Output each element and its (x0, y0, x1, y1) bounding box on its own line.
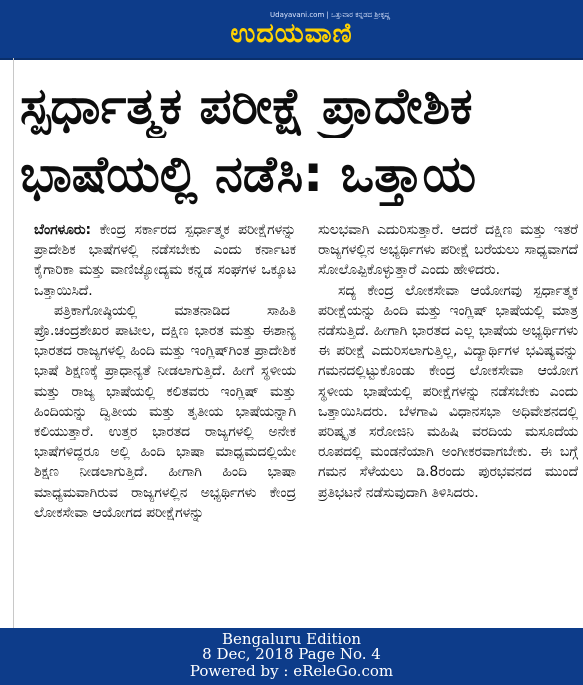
page-margin-rule (13, 58, 14, 628)
article-column-left (34, 220, 296, 628)
article-paragraph (34, 220, 296, 301)
edition-name: Bengaluru Edition (221, 630, 362, 648)
dateline: ಬೆಂಗಳೂರು: (34, 222, 92, 238)
headline-line-2: ಭಾಷೆಯಲ್ಲಿ ನಡೆಸಿ: ಒತ್ತಾಯ (20, 145, 477, 203)
article-lead-text: ಕೇಂದ್ರ ಸರ್ಕಾರದ ಸ್ಪರ್ಧಾತ್ಮಕ ಪರೀಕ್ಷೆಗಳನ್ನು ಪ್ರಾದೇಶಿಕ ಭಾಷೆಗಳಲ್ಲಿ ನಡೆಸಬೇಕು ಎಂದು ಕರ್ನಾಟಕ ಕೈಗಾರಿಕಾ ಮತ್ತು ವಾಣಿಜ್ಯೋದ್ಯಮ ಕನ್ನಡ ಸಂಘಗಳ ಒಕ್ಕೂಟ ಒತ್ತಾಯಿಸಿದೆ. (34, 222, 296, 299)
article-paragraph: ಸುಲಭವಾಗಿ ಎದುರಿಸುತ್ತಾರೆ. ಆದರೆ ದಕ್ಷಿಣ ಮತ್ತು ಇತರೆ ರಾಜ್ಯಗಳಲ್ಲಿನ ಅಭ್ಯರ್ಥಿಗಳು ಪರೀಕ್ಷೆ ಬರೆಯಲು ಸಾಧ್ಯವಾಗದೆ ಸೋಲೊಪ್ಪಿಕೊಳ್ಳುತ್ತಾರೆ ಎಂದು ಹೇಳಿದರು. (318, 222, 578, 279)
article-paragraph: ಪತ್ರಿಕಾಗೋಷ್ಠಿಯಲ್ಲಿ ಮಾತನಾಡಿದ ಸಾಹಿತಿ ಪ್ರೊ.ಚಂದ್ರಶೇಖರ ಪಾಟೀಲ, ದಕ್ಷಿಣ ಭಾರತ ಮತ್ತು ಈಶಾನ್ಯ ಭಾರತದ ರಾಜ್ಯಗಳಲ್ಲಿ ಹಿಂದಿ ಮತ್ತು ಇಂಗ್ಲಿಷ್‌ಗಿಂತ ಪ್ರಾದೇಶಿಕ ಭಾಷೆ ಶಿಕ್ಷಣಕ್ಕೆ ಪ್ರಾಧಾನ್ಯತೆ ನೀಡಲಾಗುತ್ತಿದೆ. ಹೀಗೆ ಸ್ಥಳೀಯ ಮತ್ತು ರಾಜ್ಯ ಭಾಷೆಯಲ್ಲಿ ಕಲಿತವರು ಇಂಗ್ಲಿಷ್ ಮತ್ತು ಹಿಂದಿಯನ್ನು ದ್ವಿತೀಯ ಮತ್ತು ತೃತೀಯ ಭಾಷೆಯನ್ನಾಗಿ ಕಲಿಯುತ್ತಾರೆ. ಉತ್ತರ ಭಾರತದ ರಾಜ್ಯಗಳಲ್ಲಿ ಅನೇಕ ಭಾಷೆಗಳಿದ್ದರೂ ಅಲ್ಲಿ ಹಿಂದಿ ಭಾಷಾ ಮಾಧ್ಯಮದಲ್ಲಿಯೇ ಶಿಕ್ಷಣ ನೀಡಲಾಗುತ್ತಿದೆ. ಹೀಗಾಗಿ ಹಿಂದಿ ಭಾಷಾ ಮಾಧ್ಯಮವಾಗಿರುವ ರಾಜ್ಯಗಳಲ್ಲಿನ ಅಭ್ಯರ್ಥಿಗಳು ಕೇಂದ್ರ ಲೋಕಸೇವಾ ಆಯೋಗದ ಪರೀಕ್ಷೆಗಳನ್ನು (34, 302, 296, 521)
edition-footer (0, 628, 583, 685)
powered-by-text: Powered by : eReleGo.com (189, 662, 394, 680)
masthead (0, 0, 583, 60)
article-paragraph: ಸದ್ಯ ಕೇಂದ್ರ ಲೋಕಸೇವಾ ಆಯೋಗವು ಸ್ಪರ್ಧಾತ್ಮಕ ಪರೀಕ್ಷೆಯನ್ನು ಹಿಂದಿ ಮತ್ತು ಇಂಗ್ಲಿಷ್ ಭಾಷೆಯಲ್ಲಿ ಮಾತ್ರ ನಡೆಸುತ್ತಿದೆ. ಹೀಗಾಗಿ ಭಾರತದ ಎಲ್ಲ ಭಾಷೆಯ ಅಭ್ಯರ್ಥಿಗಳು ಈ ಪರೀಕ್ಷೆ ಎದುರಿಸಲಾಗುತ್ತಿಲ್ಲ, ವಿದ್ಯಾರ್ಥಿಗಳ ಭವಿಷ್ಯವನ್ನು ಗಮನದಲ್ಲಿಟ್ಟುಕೊಂಡು ಕೇಂದ್ರ ಲೋಕಸೇವಾ ಆಯೋಗ ಸ್ಥಳೀಯ ಭಾಷೆಯಲ್ಲಿ ಪರೀಕ್ಷೆಗಳನ್ನು ನಡೆಸಬೇಕು ಎಂದು ಒತ್ತಾಯಿಸಿದರು. ಬೆಳಗಾವಿ ವಿಧಾನಸಭಾ ಅಧಿವೇಶನದಲ್ಲಿ ಪರಿಷ್ಕೃತ ಸರೋಜಿನಿ ಮಹಿಷಿ ವರದಿಯ ಮಸೂದೆಯ ರೂಪದಲ್ಲಿ ಮಂಡನೆಯಾಗಿ ಅಂಗೀಕರವಾಗಬೇಕು. ಈ ಬಗ್ಗೆ ಗಮನ ಸೆಳೆಯಲು ಡಿ.8ರಂದು ಪುರಭವನದ ಮುಂದೆ ಪ್ರತಿಭಟನೆ ನಡೆಸುವುದಾಗಿ ತಿಳಿಸಿದರು. (318, 282, 578, 501)
article-column-right (318, 220, 578, 628)
headline-line-1: ಸ್ಪರ್ಧಾತ್ಮಕ ಪರೀಕ್ಷೆ ಪ್ರಾದೇಶಿಕ (20, 77, 473, 135)
newspaper-logo: ಉದಯವಾಣಿ (230, 18, 353, 49)
masthead-tagline: Udayavani.com | ಒತ್ತುವಾರ ಕನ್ನಡದ ಶ್ರೀಕೃಷ್ಣ (270, 11, 391, 19)
edition-date-page: 8 Dec, 2018 Page No. 4 (202, 645, 381, 663)
